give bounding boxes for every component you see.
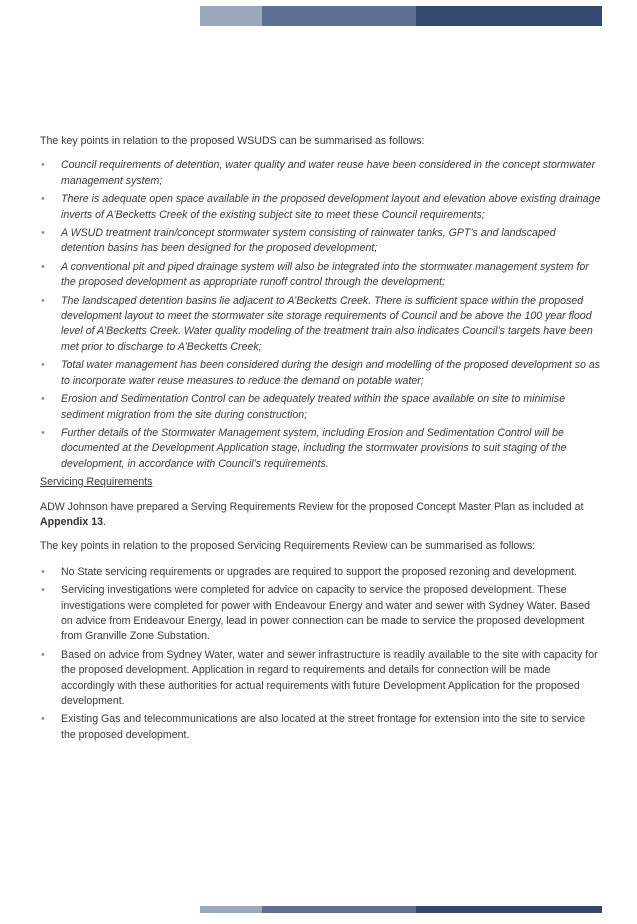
footer-color-band [200, 906, 602, 913]
servicing-review-paragraph: ADW Johnson have prepared a Serving Requirements Review for the proposed Concept Master Plan as included at Appendix 13. [40, 500, 584, 528]
bullet-icon: • [41, 426, 45, 439]
bullet-icon: • [41, 648, 45, 661]
list-item: • The landscaped detention basins lie adjacent to A’Becketts Creek. There is sufficient space within the proposed development layout to meet the stormwater site storage requirements of Council and be above the 100 year flood level of A’Becketts Creek. Water quality modeling of the treatment train also indicates Council’s targets have been met prior to discharge to A’Becketts Creek; [41, 294, 593, 353]
list-item: • Further details of the Stormwater Management system, including Erosion and Sedimentation Control will be documented at the Development Application stage, including the stormwater provisions to suit staging of the development, in accordance with Council’s requirements. [41, 426, 567, 470]
header-band-dark [416, 6, 602, 26]
header-band-light [200, 6, 262, 26]
bullet-icon: • [41, 713, 45, 726]
list-item: • There is adequate open space available in the proposed development layout and elevation above existing drainage inverts of A’Becketts Creek of the existing subject site to meet these Council requirements; [41, 193, 601, 221]
servicing-requirements-heading: Servicing Requirements [40, 476, 153, 489]
list-item: • Servicing investigations were completed for advice on capacity to service the proposed development. These investigations were completed for power with Endeavour Energy and water and sewer with Sydney Water. Based on advice from Endeavour Energy, lead in power connection can be made to service the proposed development from Granville Zone Substation. [41, 584, 590, 643]
list-item: • Existing Gas and telecommunications are also located at the street frontage for extension into the site to service the proposed development. [41, 713, 586, 741]
bullet-icon: • [41, 359, 45, 372]
list-item: • Total water management has been considered during the design and modelling of the proposed development so as to incorporate water reuse measures to reduce the demand on potable water; [41, 359, 601, 387]
header-band-medium [262, 6, 416, 26]
appendix-reference: Appendix 13 [40, 515, 103, 528]
list-item: • No State servicing requirements or upgrades are required to support the proposed rezoning and development. [40, 565, 602, 580]
bullet-icon: • [41, 294, 45, 307]
document-body [40, 134, 602, 746]
wsuds-intro: The key points in relation to the proposed WSUDS can be summarised as follows: [40, 135, 425, 147]
bullet-icon: • [41, 159, 45, 172]
footer-band-medium [262, 906, 416, 913]
bullet-icon: • [41, 227, 45, 240]
bullet-icon: • [41, 260, 45, 273]
list-item: • Erosion and Sedimentation Control can be adequately treated within the space available on site to minimise sediment migration from the site during construction; [41, 393, 566, 421]
list-item: • A WSUD treatment train/concept stormwater system consisting of rainwater tanks, GPT’s and landscaped detention basins has been designed for the proposed development; [41, 227, 556, 255]
list-item: • Council requirements of detention, water quality and water reuse have been considered in the concept stormwater management system; [41, 159, 596, 187]
bullet-icon: • [41, 193, 45, 206]
footer-band-light [200, 906, 262, 913]
header-color-band [200, 6, 602, 26]
servicing-intro: The key points in relation to the proposed Servicing Requirements Review can be summarised as follows: [40, 540, 536, 553]
list-item: • Based on advice from Sydney Water, water and sewer infrastructure is readily available to the site with capacity for the proposed development. Application in regard to requirements and details for connection will be made accordingly with these authorities for actual requirements with future Development Application for the proposed development. [41, 648, 598, 707]
bullet-icon: • [41, 565, 45, 578]
servicing-key-points [40, 565, 602, 743]
list-item: • A conventional pit and piped drainage system will also be integrated into the stormwater management system for the proposed development as appropriate runoff control through the development; [41, 260, 589, 289]
wsuds-key-points [40, 158, 602, 472]
bullet-icon: • [41, 393, 45, 406]
bullet-icon: • [41, 584, 45, 597]
footer-band-dark [416, 906, 602, 913]
